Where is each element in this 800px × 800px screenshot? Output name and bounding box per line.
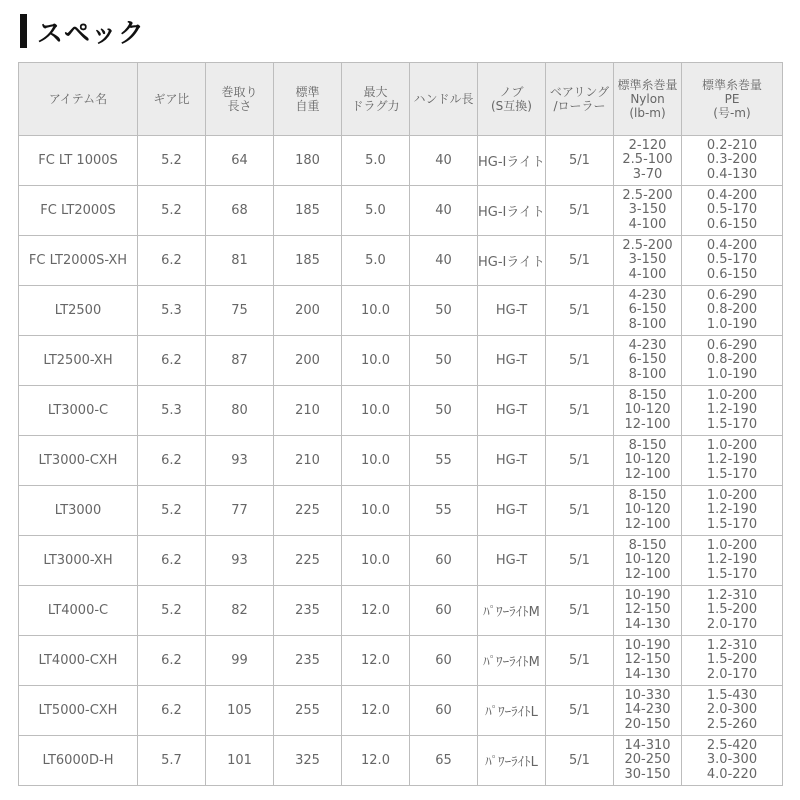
cell-pe-capacity bbox=[682, 736, 783, 786]
table-row bbox=[19, 586, 783, 636]
cell-retrieve-length: 75 bbox=[206, 286, 274, 336]
line-capacity-value: 10-120 bbox=[624, 502, 671, 518]
line-capacity-value: 0.4-200 bbox=[706, 187, 758, 203]
cell-gear-ratio: 6.2 bbox=[138, 536, 206, 586]
line-capacity-value: 12-100 bbox=[624, 566, 671, 582]
line-capacity-value: 1.2-310 bbox=[706, 637, 758, 653]
line-capacity-value: 1.5-170 bbox=[706, 516, 758, 532]
cell-bearing: 5/1 bbox=[546, 136, 614, 186]
cell-weight: 200 bbox=[274, 286, 342, 336]
line-capacity-value: 0.5-170 bbox=[706, 252, 758, 268]
cell-retrieve-length: 99 bbox=[206, 636, 274, 686]
cell-bearing: 5/1 bbox=[546, 636, 614, 686]
cell-max-drag: 10.0 bbox=[342, 336, 410, 386]
line-capacity-value: 4-100 bbox=[628, 216, 667, 232]
cell-pe-capacity bbox=[682, 636, 783, 686]
header-item-name: アイテム名 bbox=[19, 63, 138, 136]
cell-handle-length: 40 bbox=[410, 136, 478, 186]
line-capacity-value: 1.0-200 bbox=[706, 387, 758, 403]
line-capacity-value: 30-150 bbox=[624, 766, 671, 782]
line-capacity-value: 0.3-200 bbox=[706, 152, 758, 168]
cell-handle-length: 40 bbox=[410, 186, 478, 236]
cell-weight: 210 bbox=[274, 436, 342, 486]
cell-knob: ﾊﾟﾜｰﾗｲﾄL bbox=[478, 736, 546, 786]
cell-weight: 225 bbox=[274, 486, 342, 536]
cell-gear-ratio: 5.2 bbox=[138, 136, 206, 186]
cell-nylon-capacity bbox=[614, 436, 682, 486]
line-capacity-value: 4.0-220 bbox=[706, 766, 758, 782]
cell-max-drag: 10.0 bbox=[342, 286, 410, 336]
cell-retrieve-length: 64 bbox=[206, 136, 274, 186]
line-capacity-value: 12-100 bbox=[624, 466, 671, 482]
cell-item-name: LT3000-XH bbox=[19, 536, 138, 586]
cell-max-drag: 5.0 bbox=[342, 236, 410, 286]
header-handle-length: ハンドル長 bbox=[410, 63, 478, 136]
line-capacity-value: 1.2-190 bbox=[706, 402, 758, 418]
cell-knob: HG-Iライト bbox=[478, 136, 546, 186]
cell-bearing: 5/1 bbox=[546, 686, 614, 736]
cell-handle-length: 50 bbox=[410, 386, 478, 436]
cell-retrieve-length: 82 bbox=[206, 586, 274, 636]
cell-item-name: LT6000D-H bbox=[19, 736, 138, 786]
section-heading bbox=[20, 14, 145, 48]
header-pe-capacity: 標準糸巻量 PE (号-m) bbox=[682, 63, 783, 136]
line-capacity-value: 0.6-290 bbox=[706, 287, 758, 303]
line-capacity-value: 0.8-200 bbox=[706, 302, 758, 318]
line-capacity-value: 10-190 bbox=[624, 587, 671, 603]
line-capacity-value: 1.0-200 bbox=[706, 437, 758, 453]
line-capacity-value: 3-150 bbox=[628, 202, 667, 218]
cell-pe-capacity bbox=[682, 586, 783, 636]
line-capacity-value: 4-230 bbox=[628, 287, 667, 303]
cell-nylon-capacity bbox=[614, 586, 682, 636]
cell-max-drag: 12.0 bbox=[342, 736, 410, 786]
cell-pe-capacity bbox=[682, 436, 783, 486]
cell-weight: 325 bbox=[274, 736, 342, 786]
line-capacity-value: 8-100 bbox=[628, 316, 667, 332]
line-capacity-value: 1.2-190 bbox=[706, 452, 758, 468]
cell-gear-ratio: 6.2 bbox=[138, 636, 206, 686]
cell-pe-capacity bbox=[682, 386, 783, 436]
line-capacity-value: 0.4-130 bbox=[706, 166, 758, 182]
cell-weight: 255 bbox=[274, 686, 342, 736]
table-row bbox=[19, 286, 783, 336]
cell-weight: 225 bbox=[274, 536, 342, 586]
cell-retrieve-length: 93 bbox=[206, 436, 274, 486]
cell-bearing: 5/1 bbox=[546, 736, 614, 786]
line-capacity-value: 1.2-310 bbox=[706, 587, 758, 603]
cell-bearing: 5/1 bbox=[546, 536, 614, 586]
cell-bearing: 5/1 bbox=[546, 386, 614, 436]
line-capacity-value: 10-120 bbox=[624, 452, 671, 468]
header-weight: 標準 自重 bbox=[274, 63, 342, 136]
cell-weight: 235 bbox=[274, 636, 342, 686]
line-capacity-value: 2.5-200 bbox=[622, 237, 673, 253]
cell-nylon-capacity bbox=[614, 686, 682, 736]
line-capacity-value: 8-150 bbox=[628, 537, 667, 553]
table-row bbox=[19, 636, 783, 686]
cell-max-drag: 12.0 bbox=[342, 686, 410, 736]
cell-handle-length: 40 bbox=[410, 236, 478, 286]
cell-handle-length: 50 bbox=[410, 286, 478, 336]
line-capacity-value: 1.5-170 bbox=[706, 416, 758, 432]
line-capacity-value: 2.5-100 bbox=[622, 152, 673, 168]
cell-handle-length: 60 bbox=[410, 536, 478, 586]
cell-item-name: LT2500-XH bbox=[19, 336, 138, 386]
cell-item-name: LT5000-CXH bbox=[19, 686, 138, 736]
cell-knob: HG-T bbox=[478, 386, 546, 436]
cell-retrieve-length: 68 bbox=[206, 186, 274, 236]
cell-item-name: LT4000-CXH bbox=[19, 636, 138, 686]
heading-accent-bar bbox=[20, 14, 27, 48]
line-capacity-value: 3.0-300 bbox=[706, 752, 758, 768]
line-capacity-value: 1.5-170 bbox=[706, 566, 758, 582]
cell-max-drag: 10.0 bbox=[342, 486, 410, 536]
cell-nylon-capacity bbox=[614, 336, 682, 386]
cell-handle-length: 60 bbox=[410, 636, 478, 686]
cell-gear-ratio: 5.2 bbox=[138, 486, 206, 536]
cell-retrieve-length: 101 bbox=[206, 736, 274, 786]
cell-item-name: LT3000-CXH bbox=[19, 436, 138, 486]
cell-nylon-capacity bbox=[614, 536, 682, 586]
line-capacity-value: 6-150 bbox=[628, 352, 667, 368]
line-capacity-value: 8-150 bbox=[628, 487, 667, 503]
cell-handle-length: 60 bbox=[410, 686, 478, 736]
line-capacity-value: 2-120 bbox=[628, 137, 667, 153]
line-capacity-value: 1.0-200 bbox=[706, 487, 758, 503]
header-gear-ratio: ギア比 bbox=[138, 63, 206, 136]
line-capacity-value: 10-120 bbox=[624, 402, 671, 418]
table-row bbox=[19, 536, 783, 586]
cell-nylon-capacity bbox=[614, 186, 682, 236]
cell-max-drag: 12.0 bbox=[342, 636, 410, 686]
cell-gear-ratio: 5.3 bbox=[138, 286, 206, 336]
cell-nylon-capacity bbox=[614, 386, 682, 436]
line-capacity-value: 12-150 bbox=[624, 602, 671, 618]
page-title: スペック bbox=[37, 18, 146, 49]
cell-pe-capacity bbox=[682, 136, 783, 186]
line-capacity-value: 0.6-290 bbox=[706, 337, 758, 353]
header-retrieve-length: 巻取り 長さ bbox=[206, 63, 274, 136]
line-capacity-value: 8-100 bbox=[628, 366, 667, 382]
table-row bbox=[19, 386, 783, 436]
cell-gear-ratio: 6.2 bbox=[138, 686, 206, 736]
line-capacity-value: 1.0-200 bbox=[706, 537, 758, 553]
header-knob: ノブ (S互換) bbox=[478, 63, 546, 136]
table-row bbox=[19, 486, 783, 536]
line-capacity-value: 20-250 bbox=[624, 752, 671, 768]
line-capacity-value: 1.2-190 bbox=[706, 502, 758, 518]
cell-item-name: LT3000-C bbox=[19, 386, 138, 436]
cell-max-drag: 10.0 bbox=[342, 386, 410, 436]
cell-handle-length: 65 bbox=[410, 736, 478, 786]
cell-bearing: 5/1 bbox=[546, 586, 614, 636]
line-capacity-value: 10-190 bbox=[624, 637, 671, 653]
cell-bearing: 5/1 bbox=[546, 486, 614, 536]
cell-weight: 185 bbox=[274, 236, 342, 286]
line-capacity-value: 2.5-200 bbox=[622, 187, 673, 203]
cell-gear-ratio: 6.2 bbox=[138, 236, 206, 286]
cell-max-drag: 5.0 bbox=[342, 186, 410, 236]
table-row bbox=[19, 736, 783, 786]
table-row bbox=[19, 686, 783, 736]
cell-item-name: LT2500 bbox=[19, 286, 138, 336]
cell-bearing: 5/1 bbox=[546, 436, 614, 486]
cell-item-name: LT4000-C bbox=[19, 586, 138, 636]
line-capacity-value: 14-130 bbox=[624, 616, 671, 632]
line-capacity-value: 1.5-170 bbox=[706, 466, 758, 482]
cell-knob: ﾊﾟﾜｰﾗｲﾄM bbox=[478, 636, 546, 686]
cell-pe-capacity bbox=[682, 286, 783, 336]
cell-item-name: FC LT2000S bbox=[19, 186, 138, 236]
cell-weight: 210 bbox=[274, 386, 342, 436]
header-bearing: ベアリング /ローラー bbox=[546, 63, 614, 136]
cell-nylon-capacity bbox=[614, 136, 682, 186]
table-row bbox=[19, 136, 783, 186]
cell-pe-capacity bbox=[682, 186, 783, 236]
line-capacity-value: 1.5-200 bbox=[706, 652, 758, 668]
line-capacity-value: 4-230 bbox=[628, 337, 667, 353]
line-capacity-value: 1.5-430 bbox=[706, 687, 758, 703]
line-capacity-value: 0.5-170 bbox=[706, 202, 758, 218]
cell-knob: HG-T bbox=[478, 486, 546, 536]
line-capacity-value: 1.0-190 bbox=[706, 316, 758, 332]
cell-weight: 200 bbox=[274, 336, 342, 386]
cell-bearing: 5/1 bbox=[546, 236, 614, 286]
cell-weight: 180 bbox=[274, 136, 342, 186]
cell-handle-length: 55 bbox=[410, 486, 478, 536]
cell-bearing: 5/1 bbox=[546, 336, 614, 386]
cell-handle-length: 55 bbox=[410, 436, 478, 486]
cell-max-drag: 10.0 bbox=[342, 536, 410, 586]
cell-retrieve-length: 105 bbox=[206, 686, 274, 736]
line-capacity-value: 0.4-200 bbox=[706, 237, 758, 253]
line-capacity-value: 20-150 bbox=[624, 716, 671, 732]
line-capacity-value: 10-330 bbox=[624, 687, 671, 703]
cell-nylon-capacity bbox=[614, 486, 682, 536]
line-capacity-value: 6-150 bbox=[628, 302, 667, 318]
line-capacity-value: 8-150 bbox=[628, 387, 667, 403]
line-capacity-value: 2.5-260 bbox=[706, 716, 758, 732]
line-capacity-value: 2.5-420 bbox=[706, 737, 758, 753]
cell-knob: HG-T bbox=[478, 286, 546, 336]
cell-nylon-capacity bbox=[614, 636, 682, 686]
cell-knob: HG-T bbox=[478, 336, 546, 386]
line-capacity-value: 8-150 bbox=[628, 437, 667, 453]
line-capacity-value: 3-70 bbox=[632, 166, 663, 182]
line-capacity-value: 14-230 bbox=[624, 702, 671, 718]
cell-gear-ratio: 5.2 bbox=[138, 186, 206, 236]
spec-table bbox=[18, 62, 783, 786]
cell-pe-capacity bbox=[682, 686, 783, 736]
cell-pe-capacity bbox=[682, 336, 783, 386]
cell-knob: ﾊﾟﾜｰﾗｲﾄL bbox=[478, 686, 546, 736]
cell-max-drag: 10.0 bbox=[342, 436, 410, 486]
line-capacity-value: 0.6-150 bbox=[706, 266, 758, 282]
cell-retrieve-length: 93 bbox=[206, 536, 274, 586]
line-capacity-value: 2.0-170 bbox=[706, 666, 758, 682]
cell-item-name: FC LT2000S-XH bbox=[19, 236, 138, 286]
cell-bearing: 5/1 bbox=[546, 186, 614, 236]
line-capacity-value: 1.0-190 bbox=[706, 366, 758, 382]
line-capacity-value: 4-100 bbox=[628, 266, 667, 282]
cell-nylon-capacity bbox=[614, 286, 682, 336]
table-header-row bbox=[19, 63, 783, 136]
cell-item-name: LT3000 bbox=[19, 486, 138, 536]
cell-nylon-capacity bbox=[614, 736, 682, 786]
cell-retrieve-length: 77 bbox=[206, 486, 274, 536]
cell-gear-ratio: 6.2 bbox=[138, 336, 206, 386]
line-capacity-value: 14-130 bbox=[624, 666, 671, 682]
cell-retrieve-length: 81 bbox=[206, 236, 274, 286]
line-capacity-value: 0.2-210 bbox=[706, 137, 758, 153]
cell-knob: HG-Iライト bbox=[478, 186, 546, 236]
cell-knob: ﾊﾟﾜｰﾗｲﾄM bbox=[478, 586, 546, 636]
line-capacity-value: 12-100 bbox=[624, 516, 671, 532]
cell-handle-length: 60 bbox=[410, 586, 478, 636]
line-capacity-value: 2.0-170 bbox=[706, 616, 758, 632]
cell-max-drag: 5.0 bbox=[342, 136, 410, 186]
cell-weight: 185 bbox=[274, 186, 342, 236]
cell-bearing: 5/1 bbox=[546, 286, 614, 336]
cell-knob: HG-T bbox=[478, 436, 546, 486]
cell-max-drag: 12.0 bbox=[342, 586, 410, 636]
header-nylon-capacity: 標準糸巻量 Nylon (lb-m) bbox=[614, 63, 682, 136]
line-capacity-value: 2.0-300 bbox=[706, 702, 758, 718]
table-row bbox=[19, 436, 783, 486]
cell-knob: HG-Iライト bbox=[478, 236, 546, 286]
line-capacity-value: 1.2-190 bbox=[706, 552, 758, 568]
line-capacity-value: 1.5-200 bbox=[706, 602, 758, 618]
cell-gear-ratio: 5.2 bbox=[138, 586, 206, 636]
cell-retrieve-length: 80 bbox=[206, 386, 274, 436]
cell-pe-capacity bbox=[682, 236, 783, 286]
line-capacity-value: 10-120 bbox=[624, 552, 671, 568]
line-capacity-value: 3-150 bbox=[628, 252, 667, 268]
cell-handle-length: 50 bbox=[410, 336, 478, 386]
table-row bbox=[19, 186, 783, 236]
cell-knob: HG-T bbox=[478, 536, 546, 586]
cell-nylon-capacity bbox=[614, 236, 682, 286]
cell-pe-capacity bbox=[682, 486, 783, 536]
cell-gear-ratio: 5.3 bbox=[138, 386, 206, 436]
line-capacity-value: 12-150 bbox=[624, 652, 671, 668]
table-row bbox=[19, 336, 783, 386]
line-capacity-value: 14-310 bbox=[624, 737, 671, 753]
cell-retrieve-length: 87 bbox=[206, 336, 274, 386]
cell-gear-ratio: 5.7 bbox=[138, 736, 206, 786]
cell-gear-ratio: 6.2 bbox=[138, 436, 206, 486]
table-row bbox=[19, 236, 783, 286]
line-capacity-value: 0.8-200 bbox=[706, 352, 758, 368]
cell-weight: 235 bbox=[274, 586, 342, 636]
cell-item-name: FC LT 1000S bbox=[19, 136, 138, 186]
line-capacity-value: 12-100 bbox=[624, 416, 671, 432]
header-max-drag: 最大 ドラグ力 bbox=[342, 63, 410, 136]
cell-pe-capacity bbox=[682, 536, 783, 586]
line-capacity-value: 0.6-150 bbox=[706, 216, 758, 232]
